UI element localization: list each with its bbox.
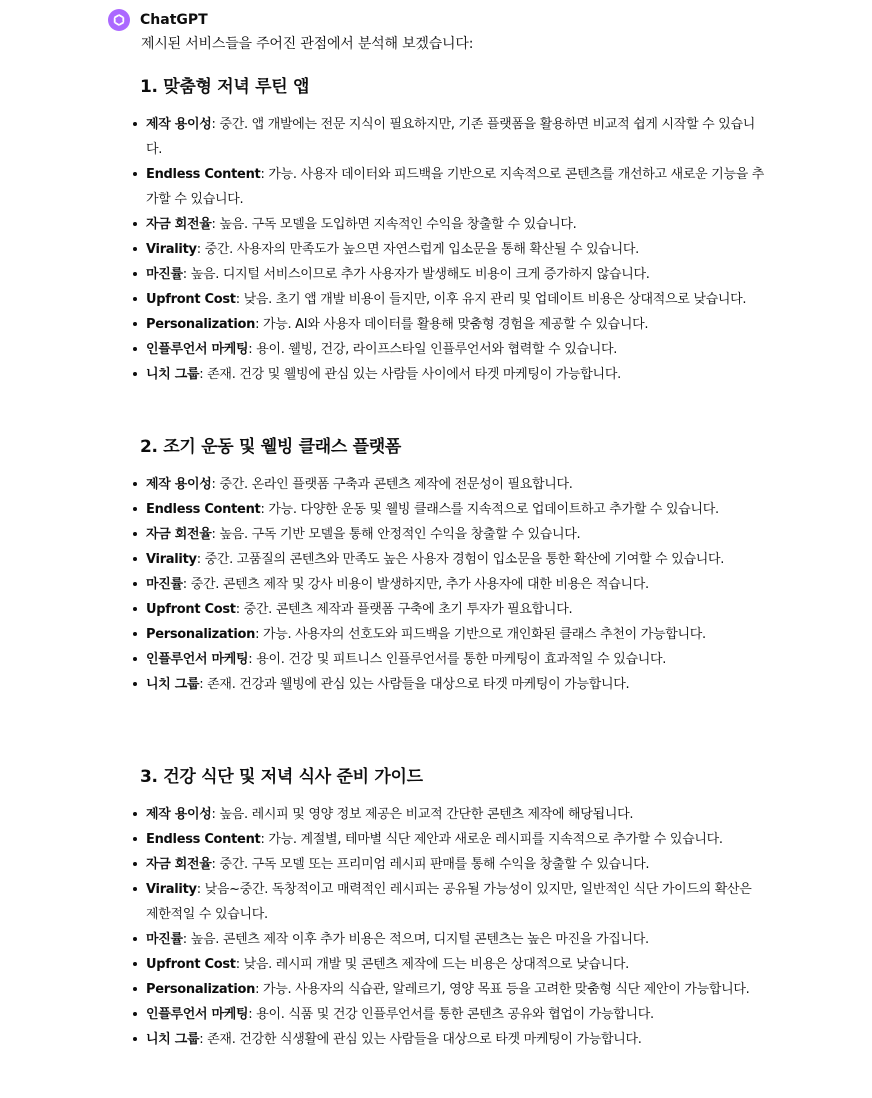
item-text: : 중간. 콘텐츠 제작과 플랫폼 구축에 초기 투자가 필요합니다. — [235, 602, 573, 617]
list-item — [140, 827, 765, 852]
item-text: : 존재. 건강한 식생활에 관심 있는 사람들을 대상으로 타겟 마케팅이 가능합니다. — [199, 1032, 642, 1047]
item-label: 제작 용이성 — [146, 117, 212, 132]
item-text: : 중간. 구독 모델 또는 프리미엄 레시피 판매를 통해 수익을 창출할 수 있습니다. — [211, 857, 650, 872]
item-text: : 낮음. 레시피 개발 및 콘텐츠 제작에 드는 비용은 상대적으로 낮습니다. — [235, 957, 629, 972]
item-text: : 중간. 고품질의 콘텐츠와 만족도 높은 사용자 경험이 입소문을 통한 확산에 기여할 수 있습니다. — [196, 552, 725, 567]
item-text: : 용이. 식품 및 건강 인플루언서를 통한 콘텐츠 공유와 협업이 가능합니다. — [248, 1007, 654, 1022]
item-text: : 존재. 건강과 웰빙에 관심 있는 사람들을 대상으로 타겟 마케팅이 가능합니다. — [199, 677, 630, 692]
list-item — [140, 237, 765, 262]
item-label: Endless Content — [146, 832, 261, 847]
list-item — [140, 977, 765, 1002]
item-text: : 용이. 웰빙, 건강, 라이프스타일 인플루언서와 협력할 수 있습니다. — [248, 342, 618, 357]
item-label: 인플루언서 마케팅 — [146, 342, 249, 357]
list-item — [140, 472, 724, 497]
intro-text: 제시된 서비스들을 주어진 관점에서 분석해 보겠습니다: — [141, 36, 474, 52]
list-item — [140, 312, 765, 337]
item-label: 자금 회전율 — [146, 857, 212, 872]
item-label: 니치 그룹 — [146, 1032, 200, 1047]
item-label: Virality — [146, 882, 197, 897]
item-label: Virality — [146, 552, 197, 567]
list-item — [140, 572, 724, 597]
list-item — [140, 877, 765, 927]
section-1 — [140, 72, 765, 387]
item-text: : 높음. 디지털 서비스이므로 추가 사용자가 발생해도 비용이 크게 증가하지 않습니다. — [182, 267, 650, 282]
item-label: Personalization — [146, 317, 256, 332]
item-label: Endless Content — [146, 502, 261, 517]
list-item — [140, 287, 765, 312]
item-label: Personalization — [146, 982, 256, 997]
list-item — [140, 647, 724, 672]
item-label: 자금 회전율 — [146, 527, 212, 542]
section-2 — [140, 432, 724, 697]
item-text: : 높음. 콘텐츠 제작 이후 추가 비용은 적으며, 디지털 콘텐츠는 높은 마진을 가집니다. — [182, 932, 649, 947]
list-item — [140, 362, 765, 387]
list-item — [140, 162, 765, 212]
item-text: : 낮음. 초기 앱 개발 비용이 들지만, 이후 유지 관리 및 업데이트 비용은 상대적으로 낮습니다. — [235, 292, 747, 307]
criteria-list — [140, 472, 724, 697]
item-text: : 높음. 구독 모델을 도입하면 지속적인 수익을 창출할 수 있습니다. — [211, 217, 577, 232]
section-title: 3. 건강 식단 및 저녁 식사 준비 가이드 — [140, 767, 423, 787]
item-text: : 낮음~중간. 독창적이고 매력적인 레시피는 공유될 가능성이 있지만, 일반적인 식단 가이드의 확산은 제한적일 수 있습니다. — [146, 882, 752, 922]
list-item — [140, 672, 724, 697]
item-label: Endless Content — [146, 167, 261, 182]
list-item — [140, 497, 724, 522]
list-item — [140, 927, 765, 952]
item-text: : 가능. 사용자의 식습관, 알레르기, 영양 목표 등을 고려한 맞춤형 식단 제안이 가능합니다. — [255, 982, 750, 997]
list-item — [140, 212, 765, 237]
message-header — [108, 8, 208, 32]
item-label: 자금 회전율 — [146, 217, 212, 232]
item-label: 니치 그룹 — [146, 677, 200, 692]
section-title: 2. 조기 운동 및 웰빙 클래스 플랫폼 — [140, 437, 401, 457]
item-text: : 중간. 사용자의 만족도가 높으면 자연스럽게 입소문을 통해 확산될 수 있습니다. — [196, 242, 640, 257]
item-label: 제작 용이성 — [146, 477, 212, 492]
item-text: : 중간. 앱 개발에는 전문 지식이 필요하지만, 기존 플랫폼을 활용하면 비교적 쉽게 시작할 수 있습니다. — [146, 117, 755, 157]
item-label: 마진률 — [146, 577, 183, 592]
item-label: 마진률 — [146, 267, 183, 282]
list-item — [140, 1002, 765, 1027]
item-text: : 가능. 사용자 데이터와 피드백을 기반으로 지속적으로 콘텐츠를 개선하고 새로운 기능을 추가할 수 있습니다. — [146, 167, 765, 207]
list-item — [140, 1027, 765, 1052]
list-item — [140, 802, 765, 827]
item-label: 제작 용이성 — [146, 807, 212, 822]
criteria-list — [140, 802, 765, 1052]
criteria-list — [140, 112, 765, 387]
item-label: Upfront Cost — [146, 957, 236, 972]
list-item — [140, 112, 765, 162]
list-item — [140, 852, 765, 877]
list-item — [140, 597, 724, 622]
item-label: 마진률 — [146, 932, 183, 947]
item-text: : 가능. 다양한 운동 및 웰빙 클래스를 지속적으로 업데이트하고 추가할 수 있습니다. — [260, 502, 719, 517]
item-text: : 용이. 건강 및 피트니스 인플루언서를 통한 마케팅이 효과적일 수 있습니다. — [248, 652, 667, 667]
item-label: 인플루언서 마케팅 — [146, 1007, 249, 1022]
item-text: : 높음. 구독 기반 모델을 통해 안정적인 수익을 창출할 수 있습니다. — [211, 527, 581, 542]
item-label: 니치 그룹 — [146, 367, 200, 382]
item-text: : 가능. 사용자의 선호도와 피드백을 기반으로 개인화된 클래스 추천이 가능합니다. — [255, 627, 706, 642]
item-text: : 가능. AI와 사용자 데이터를 활용해 맞춤형 경험을 제공할 수 있습니다. — [255, 317, 649, 332]
item-label: Upfront Cost — [146, 602, 236, 617]
author-name: ChatGPT — [140, 12, 208, 28]
item-text: : 높음. 레시피 및 영양 정보 제공은 비교적 간단한 콘텐츠 제작에 해당됩니다. — [211, 807, 634, 822]
list-item — [140, 952, 765, 977]
list-item — [140, 547, 724, 572]
item-label: 인플루언서 마케팅 — [146, 652, 249, 667]
item-text: : 중간. 콘텐츠 제작 및 강사 비용이 발생하지만, 추가 사용자에 대한 비용은 적습니다. — [182, 577, 649, 592]
item-label: Upfront Cost — [146, 292, 236, 307]
list-item — [140, 522, 724, 547]
item-text: : 중간. 온라인 플랫폼 구축과 콘텐츠 제작에 전문성이 필요합니다. — [211, 477, 573, 492]
section-3 — [140, 762, 765, 1052]
list-item — [140, 622, 724, 647]
item-text: : 가능. 계절별, 테마별 식단 제안과 새로운 레시피를 지속적으로 추가할 수 있습니다. — [260, 832, 723, 847]
openai-logo-icon — [108, 9, 130, 31]
list-item — [140, 337, 765, 362]
item-label: Virality — [146, 242, 197, 257]
section-title: 1. 맞춤형 저녁 루틴 앱 — [140, 77, 310, 97]
list-item — [140, 262, 765, 287]
item-label: Personalization — [146, 627, 256, 642]
item-text: : 존재. 건강 및 웰빙에 관심 있는 사람들 사이에서 타겟 마케팅이 가능합니다. — [199, 367, 621, 382]
